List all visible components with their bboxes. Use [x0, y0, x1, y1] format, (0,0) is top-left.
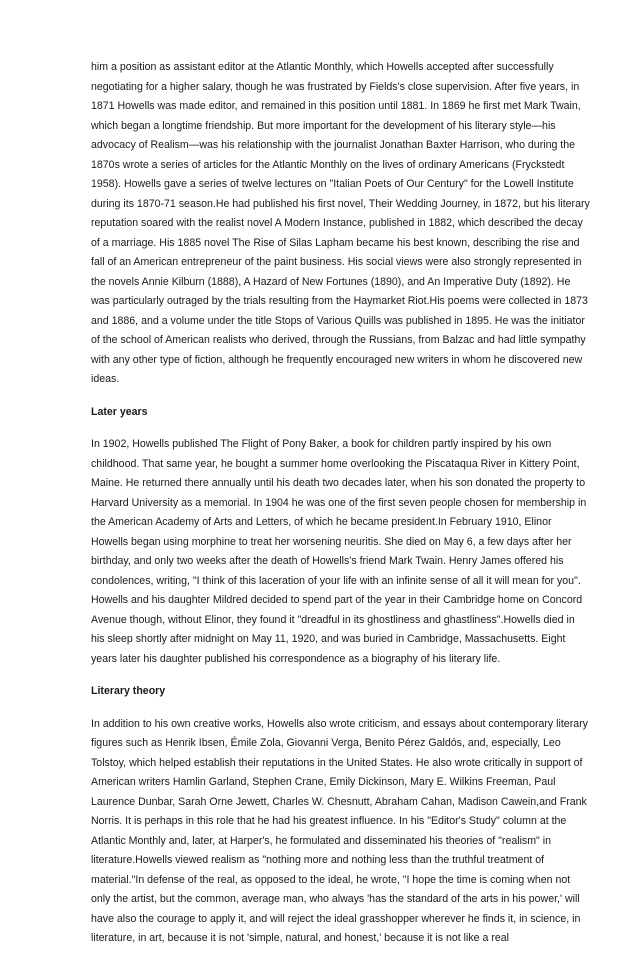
section-heading-later-years: Later years [91, 405, 148, 418]
paragraph-atlantic-monthly: him a position as assistant editor at the Atlantic Monthly, which Howells accepted after successfully negotiating for a higher salary, though he was frustrated by Fields's close supervision. After five years, in 1871 Howells was made editor, and remained in this position until 1881. In 1869 he first met Mark Twain, which began a longtime friendship. But more important for the development of his literary style—his advocacy of Realism—was his relationship with the journalist Jonathan Baxter Harrison, who during the 1870s wrote a series of articles for the Atlantic Monthly on the lives of ordinary Americans (Fryckstedt 1958). Howells gave a series of twelve lectures on "Italian Poets of Our Century" for the Lowell Institute during its 1870-71 season.He had published his first novel, Their Wedding Journey, in 1872, but his literary reputation soared with the realist novel A Modern Instance, published in 1882, which described the decay of a marriage. His 1885 novel The Rise of Silas Lapham became his best known, describing the rise and fall of an American entrepreneur of the paint business. His social views were also strongly represented in the novels Annie Kilburn (1888), A Hazard of New Fortunes (1890), and An Imperative Duty (1892). He was particularly outraged by the trials resulting from the Haymarket Riot.His poems were collected in 1873 and 1886, and a volume under the title Stops of Various Quills was published in 1895. He was the initiator of the school of American realists who derived, through the Russians, from Balzac and had little sympathy with any other type of fiction, although he frequently encouraged new writers in whom he discovered new ideas. [91, 61, 590, 385]
paragraph-literary-theory: In addition to his own creative works, Howells also wrote criticism, and essays about contemporary literary figures such as Henrik Ibsen, Émile Zola, Giovanni Verga, Benito Pérez Galdós, and, especially, Leo Tolstoy, which helped establish their reputations in the United States. He also wrote critically in support of American writers Hamlin Garland, Stephen Crane, Emily Dickinson, Mary E. Wilkins Freeman, Paul Laurence Dunbar, Sarah Orne Jewett, Charles W. Chesnutt, Abraham Cahan, Madison Cawein,and Frank Norris. It is perhaps in this role that he had his greatest influence. In his "Editor's Study" column at the Atlantic Monthly and, later, at Harper's, he formulated and disseminated his theories of "realism" in literature.Howells viewed realism as "nothing more and nothing less than the truthful treatment of material."In defense of the real, as opposed to the ideal, he wrote, "I hope the time is coming when not only the artist, but the common, average man, who always 'has the standard of the arts in his power,' will have also the courage to apply it, and will reject the ideal grasshopper wherever he finds it, in science, in literature, in art, because it is not 'simple, natural, and honest,' because it is not like a real [91, 717, 588, 944]
document-body [91, 58, 591, 962]
paragraph-later-years: In 1902, Howells published The Flight of Pony Baker, a book for children partly inspired by his own childhood. That same year, he bought a summer home overlooking the Piscataqua River in Kittery Point, Maine. He returned there annually until his death two decades later, when his son donated the property to Harvard University as a memorial. In 1904 he was one of the first seven people chosen for membership in the American Academy of Arts and Letters, of which he became president.In February 1910, Elinor Howells began using morphine to treat her worsening neuritis. She died on May 6, a few days after her birthday, and only two weeks after the death of Howells's friend Mark Twain. Henry James offered his condolences, writing, "I think of this laceration of your life with an infinite sense of all it will mean for you". Howells and his daughter Mildred decided to spend part of the year in their Cambridge home on Concord Avenue though, without Elinor, they found it "dreadful in its ghostliness and ghastliness".Howells died in his sleep shortly after midnight on May 11, 1920, and was buried in Cambridge, Massachusetts. Eight years later his daughter published his correspondence as a biography of his literary life. [91, 438, 587, 665]
section-heading-literary-theory: Literary theory [91, 685, 166, 697]
